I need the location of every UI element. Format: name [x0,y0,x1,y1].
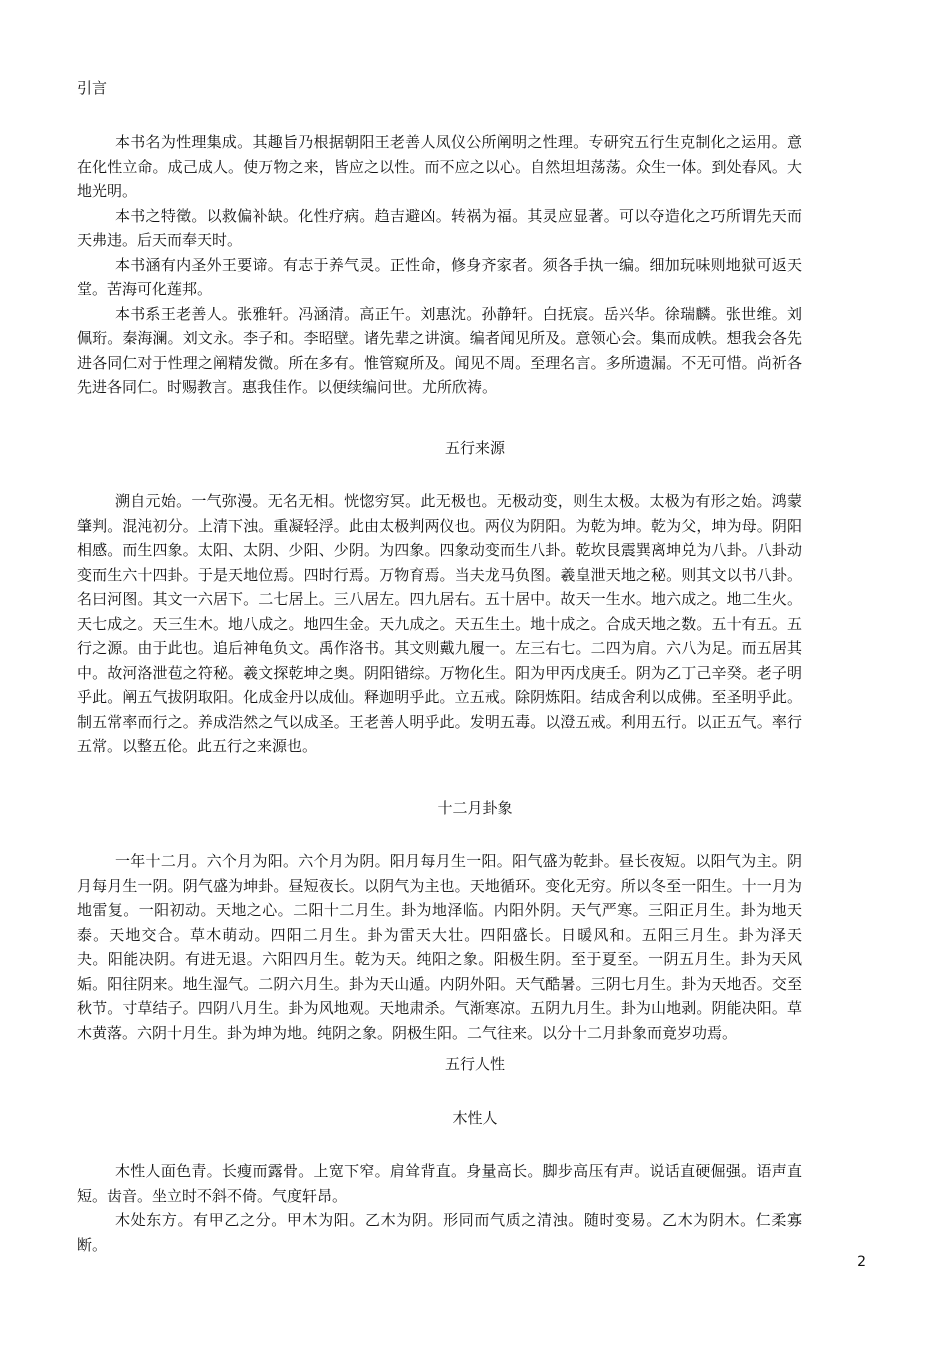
intro-section [77,130,802,400]
section-title-wood-nature: 木性人 [452,1109,498,1127]
section-title-wuxing-nature: 五行人性 [444,1055,505,1073]
section-title-twelve-months: 十二月卦象 [437,799,513,817]
page-number: 2 [857,1254,866,1270]
wuxing-origin-section [77,489,802,759]
twelve-months-paragraph: 一年十二月。六个月为阳。六个月为阴。阳月每月生一阳。阳气盛为乾卦。昼长夜短。以阳气为主。阴月每月生一阴。阴气盛为坤卦。昼短夜长。以阴气为主也。天地循环。变化无穷。所以冬至一阳生。十一月为地雷复。一阳初动。天地之心。二阳十二月生。卦为地泽临。内阳外阴。天气严寒。三阳正月生。卦为地天泰。天地交合。草木萌动。四阳二月生。卦为雷天大壮。四阳盛长。日暖风和。五阳三月生。卦为泽天 夬。阳能决阴。有进无退。六阳四月生。乾为天。纯阳之象。阳极生阴。至于夏至。一阴五月生。卦为天风姤。阳往阴来。地生湿气。二阴六月生。卦为天山遁。内阴外阳。天气酷暑。三阴七月生。卦为天地否。交至秋节。寸草结子。四阴八月生。卦为风地观。天地肃杀。气渐寒凉。五阴九月生。卦为山地剥。阴能决阳。草木黄落。六阴十月生。卦为坤为地。纯阴之象。阴极生阳。二气往来。以分十二月卦象而竟岁功焉。 [77,852,863,1042]
wuxing-origin-paragraph: 溯自元始。一气弥漫。无名无相。恍惚穷冥。此无极也。无极动变，则生太极。太极为有形之始。鸿蒙肇判。混沌初分。上清下浊。重凝轻浮。此由太极判两仪也。两仪为阴阳。为乾为坤。乾为父，坤为母。阴阳相感。而生四象。太阳、太阴、少阳、少阴。为四象。四象动变而生八卦。乾坎艮震巽离坤兑为八卦。八卦动变而生六十四卦。于是天地位焉。四时行焉。万物育焉。当夫龙马负图。羲皇泄天地之秘。则其文以书八卦。名曰河图。其文一六居下。二七居上。三八居左。四九居右。五十居中。故天一生水。地六成之。地二生火。天七成之。天三生木。地八成之。地四生金。天九成之。天五生土。地十成之。合成天地之数。五十有五。五行之源。由于此也。追后神龟负文。禹作洛书。其文则戴九履一。左三右七。二四为肩。六八为足。而五居其中。故河洛泄苞之符秘。羲文探乾坤之奥。阴阳错综。万物化生。阳为甲丙戊庚壬。阴为乙丁己辛癸。老子明乎此。阐五气拔阴取阳。化成金丹以成仙。释迦明乎此。立五戒。除阴炼阳。结成舍利以成佛。至圣明乎此。制五常率而行之。养成浩然之气以成圣。王老善人明乎此。发明五毒。以澄五戒。利用五行。以正五气。率行五常。以整五伦。此五行之来源也。 [77,492,802,755]
wood-nature-paragraph: 木性人面色青。长瘦而露骨。上宽下窄。肩耸背直。身量高长。脚步高压有声。说话直硬倔强。语声直短。齿音。坐立时不斜不倚。气度轩昂。 [77,1162,802,1205]
intro-heading: 引言 [77,79,108,97]
section-title-wuxing-origin: 五行来源 [444,439,505,457]
intro-paragraph: 本书之特徵。以救偏补缺。化性疗病。趋吉避凶。转祸为福。其灵应显著。可以夺造化之巧所谓先天而天弗违。后天而奉天时。 [77,206,802,249]
wood-nature-paragraph: 木处东方。有甲乙之分。甲木为阳。乙木为阴。形同而气质之清浊。随时变易。乙木为阴木。仁柔寡断。 [77,1211,802,1254]
twelve-months-section [77,849,863,1045]
intro-paragraph: 本书涵有内圣外王要谛。有志于养气灵。正性命，修身齐家者。须各手执一编。细加玩味则地狱可返天堂。苦海可化莲邦。 [77,255,802,298]
wood-nature-section [77,1159,802,1257]
intro-paragraph: 本书名为性理集成。其趣旨乃根据朝阳王老善人凤仪公所阐明之性理。专研究五行生克制化之运用。意在化性立命。成己成人。使万物之来，皆应之以性。而不应之以心。自然坦坦荡荡。众生一体。到处春风。大地光明。 [77,133,802,200]
intro-paragraph: 本书系王老善人。张雅轩。冯涵清。高正午。刘惠沈。孙静轩。白抚宸。岳兴华。徐瑞麟。张世维。刘佩珩。秦海澜。刘文永。李子和。李昭壁。诸先辈之讲演。编者闻见所及。意领心会。集而成帙。想我会各先进各同仁对于性理之阐精发微。所在多有。惟管窥所及。闻见不周。至理名言。多所遗漏。不无可惜。尚祈各先进各同仁。时赐教言。惠我佳作。以便续编问世。尤所欣祷。 [77,304,802,396]
